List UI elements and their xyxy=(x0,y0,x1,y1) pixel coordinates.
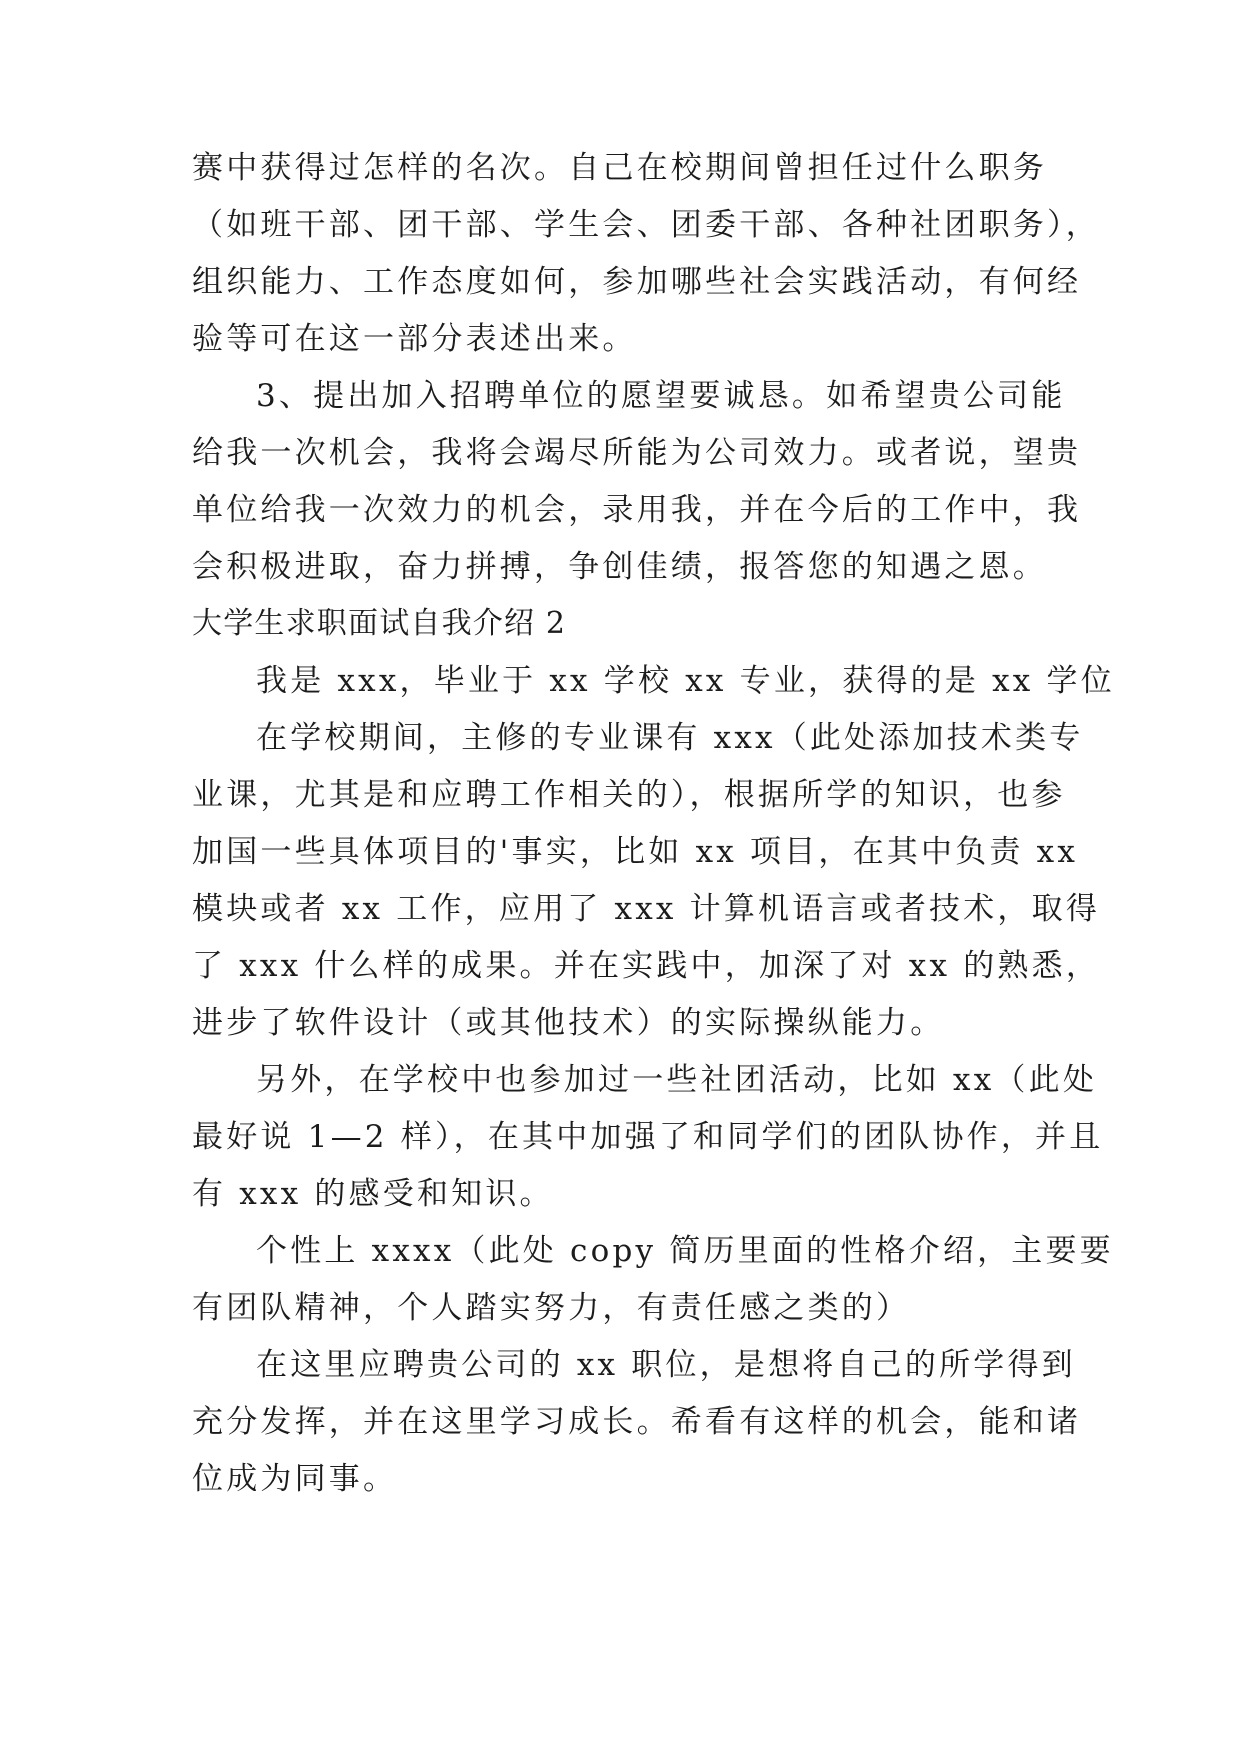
text-line: 给我一次机会，我将会竭尽所能为公司效力。或者说，望贵 xyxy=(192,435,1082,471)
text-line: 验等可在这一部分表述出来。 xyxy=(192,321,637,357)
text-line: 单位给我一次效力的机会，录用我，并在今后的工作中，我 xyxy=(192,492,1082,528)
text-line: 了 xxx 什么样的成果。并在实践中，加深了对 xx 的熟悉， xyxy=(192,948,1101,984)
text-line: 会积极进取，奋力拼搏，争创佳绩，报答您的知遇之恩。 xyxy=(192,549,1047,585)
text-line: 有团队精神，个人踏实努力，有责任感之类的） xyxy=(192,1290,911,1326)
text-line: 赛中获得过怎样的名次。自己在校期间曾担任过什么职务 xyxy=(192,150,1047,186)
text-line: 3、提出加入招聘单位的愿望要诚恳。如希望贵公司能 xyxy=(256,378,1066,414)
text-line: 另外，在学校中也参加过一些社团活动，比如 xx（此处 xyxy=(256,1062,1098,1098)
text-line: 有 xxx 的感受和知识。 xyxy=(192,1176,554,1212)
section-heading: 大学生求职面试自我介绍 2 xyxy=(192,606,567,641)
text-line: 在这里应聘贵公司的 xx 职位，是想将自己的所学得到 xyxy=(256,1347,1076,1383)
text-line: 充分发挥，并在这里学习成长。希看有这样的机会，能和诸 xyxy=(192,1404,1082,1440)
text-line: 业课，尤其是和应聘工作相关的），根据所学的知识，也参 xyxy=(192,777,1066,813)
text-line: 加国一些具体项目的'事实，比如 xx 项目，在其中负责 xx xyxy=(192,834,1079,870)
text-line: 在学校期间，主修的专业课有 xxx（此处添加技术类专 xyxy=(256,720,1084,756)
text-line: 模块或者 xx 工作，应用了 xxx 计算机语言或者技术，取得 xyxy=(192,891,1101,927)
text-line: 个性上 xxxx（此处 copy 简历里面的性格介绍，主要要 xyxy=(256,1233,1114,1269)
text-line: 组织能力、工作态度如何，参加哪些社会实践活动，有何经 xyxy=(192,264,1082,300)
text-line: 进步了软件设计（或其他技术）的实际操纵能力。 xyxy=(192,1005,945,1041)
text-line: 我是 xxx，毕业于 xx 学校 xx 专业，获得的是 xx 学位 xyxy=(256,663,1115,699)
text-line: 最好说 1—2 样），在其中加强了和同学们的团队协作，并且 xyxy=(192,1119,1104,1155)
text-line: （如班干部、团干部、学生会、团委干部、各种社团职务）， xyxy=(192,207,1100,243)
text-line: 位成为同事。 xyxy=(192,1461,398,1497)
